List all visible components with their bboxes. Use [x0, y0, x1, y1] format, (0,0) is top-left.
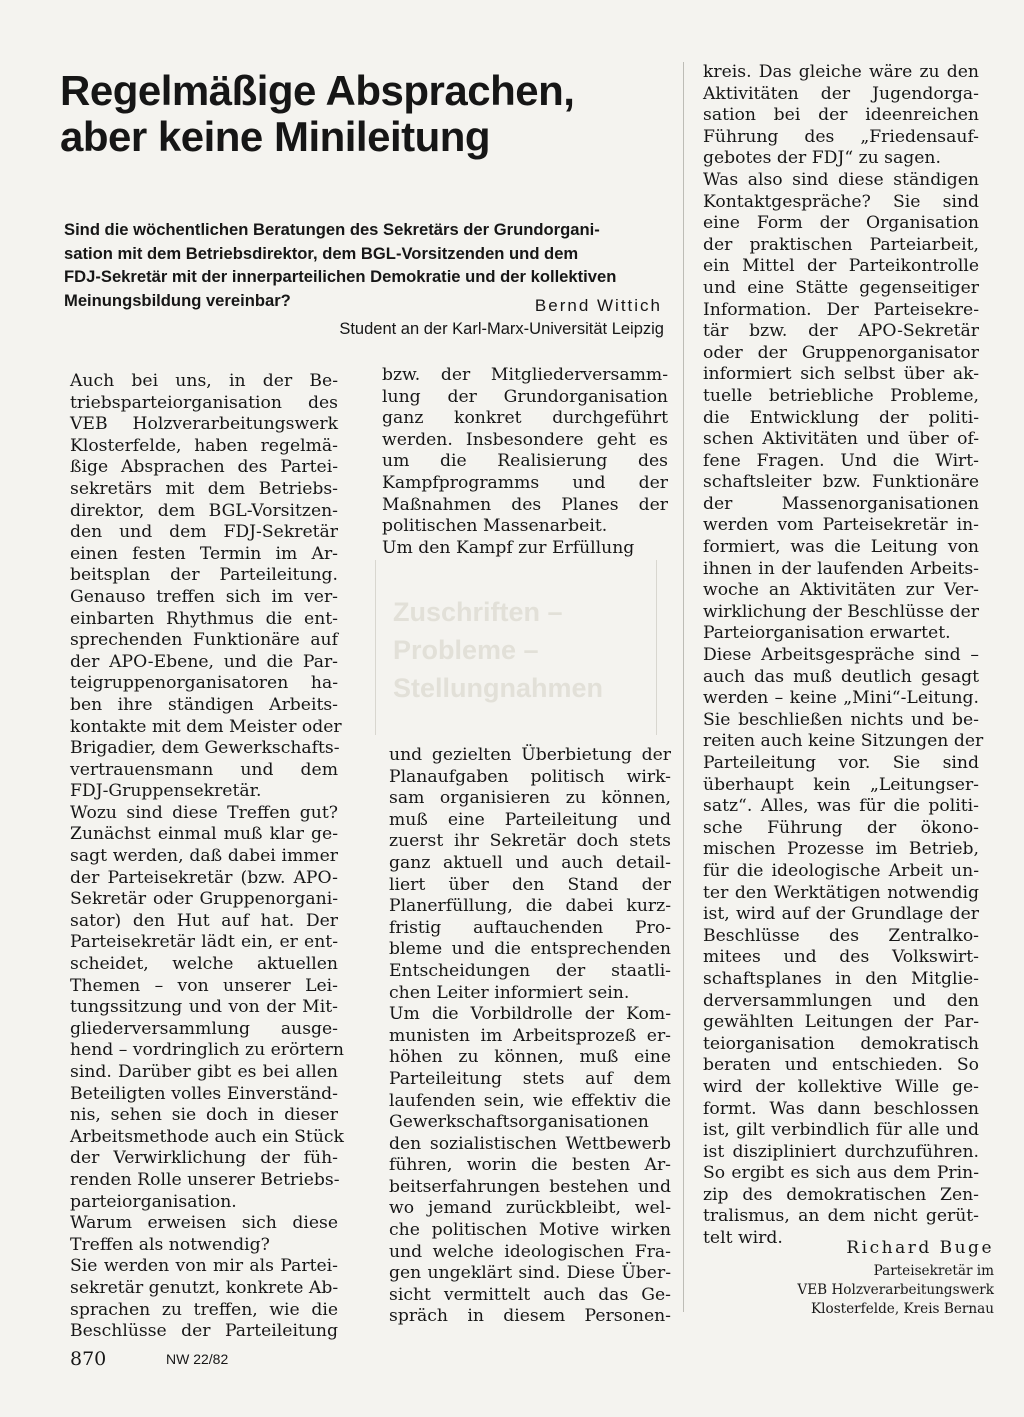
text-line: sprechenden Funktionäre auf	[70, 630, 338, 651]
signature-organisation: VEB Holzverarbeitungswerk	[797, 1282, 994, 1298]
text-line: ein Mittel der Parteikontrolle	[703, 256, 979, 277]
text-line: der APO-Ebene, und die Par-	[70, 651, 338, 672]
text-line: scheidet, welche aktuellen	[70, 954, 338, 975]
text-line: zip des demokratischen Zen-	[703, 1184, 979, 1205]
text-line: Warum erweisen sich diese	[70, 1213, 338, 1234]
text-line: sche Führung der ökono-	[703, 817, 979, 838]
text-line: Gewerkschaftsorganisationen	[389, 1112, 649, 1133]
headline-line-1: Regelmäßige Absprachen,	[60, 67, 575, 114]
text-line: ist diszipliniert durchzuführen.	[703, 1141, 979, 1162]
text-line: sator) den Hut auf hat. Der	[70, 910, 338, 931]
text-line: Um den Kampf zur Erfüllung	[382, 537, 635, 558]
text-line: laufenden sein, wie effektiv die	[389, 1090, 671, 1111]
text-line: Parteiorganisation erwartet.	[703, 623, 951, 644]
text-line: reiten auch keine Sitzungen der	[703, 731, 984, 752]
text-line: direktor, dem BGL-Vorsitzen-	[70, 500, 338, 521]
text-line: mitees und des Volkswirt-	[703, 947, 979, 968]
signature-location: Klosterfelde, Kreis Bernau	[811, 1301, 994, 1317]
text-line: wirklichung der Beschlüsse der	[703, 601, 979, 622]
text-line: ist, wird auf der Grundlage der	[703, 904, 979, 925]
text-line: beitsplan der Parteileitung.	[70, 565, 338, 586]
text-line: sekretär genutzt, konkrete Ab-	[70, 1277, 339, 1298]
article-column-2-bottom	[389, 745, 671, 1328]
text-line: der Massenorganisationen	[703, 493, 979, 514]
text-line: informiert sich selbst über ak-	[703, 364, 979, 385]
text-line: schen Aktivitäten und über of-	[703, 429, 979, 450]
text-line: teiorganisation demokratisch	[703, 1033, 979, 1054]
text-line: sam organisieren zu können,	[389, 788, 671, 809]
text-line: lung der Grundorganisation	[382, 386, 668, 407]
text-line: der Parteisekretär (bzw. APO-	[70, 867, 338, 888]
text-line: einen festen Termin im Ar-	[70, 543, 338, 564]
text-line: Um die Vorbildrolle der Kom-	[389, 1004, 671, 1025]
text-line: Sie beschließen nichts und be-	[703, 709, 979, 730]
text-line: parteiorganisation.	[70, 1191, 237, 1212]
page-number: 870	[70, 1348, 107, 1370]
text-line: und welche ideologischen Fra-	[389, 1241, 671, 1262]
text-line: liert über den Stand der	[389, 874, 671, 895]
text-line: tuelle betriebliche Probleme,	[703, 385, 979, 406]
text-line: Auch bei uns, in der Be-	[70, 371, 338, 391]
text-line: nis, sehen sie doch in dieser	[70, 1105, 338, 1126]
text-line: ganz konkret durchgeführt	[382, 408, 668, 429]
text-line: tär bzw. der APO-Sekretär	[703, 321, 979, 342]
text-line: Was also sind diese ständigen	[703, 169, 979, 190]
text-line: Treffen als notwendig?	[70, 1234, 270, 1255]
text-line: sekretärs mit dem Betriebs-	[70, 478, 338, 499]
text-line: um die Realisierung des	[382, 451, 668, 472]
text-line: VEB Holzverarbeitungswerk	[70, 414, 338, 435]
column-divider	[683, 62, 684, 1312]
text-line: triebsparteiorganisation des	[70, 392, 338, 413]
text-line: eine Form der Organisation	[703, 213, 979, 234]
text-line: woche an Aktivitäten zur Ver-	[703, 580, 979, 601]
question-author-affiliation: Student an der Karl-Marx-Universität Leipzig	[339, 320, 664, 338]
text-line: So ergibt es sich aus dem Prin-	[703, 1163, 979, 1184]
text-line: Führung des „Friedensauf-	[703, 126, 979, 147]
text-line: auch das muß deutlich gesagt	[703, 666, 979, 687]
question-line: FDJ-Sekretär mit der innerparteilichen Demokratie und der kollektiven	[64, 267, 617, 286]
faded-heading-line: Stellungnahmen	[393, 673, 604, 703]
text-line: schaftsleiter bzw. Funktionäre	[703, 472, 979, 493]
text-line: che politischen Motive wirken	[389, 1220, 671, 1241]
text-line: oder der Gruppenorganisator	[703, 342, 979, 363]
text-line: werden vom Parteisekretär in-	[703, 515, 979, 536]
text-line: Beschlüsse der Parteileitung	[70, 1321, 338, 1342]
text-line: Information. Der Parteisekre-	[703, 299, 979, 320]
text-line: Planerfüllung, die dabei kurz-	[389, 896, 671, 917]
text-line: Zunächst einmal muß klar ge-	[70, 824, 338, 845]
text-line: Brigadier, dem Gewerkschafts-	[70, 738, 340, 759]
text-line: Klosterfelde, haben regelmä-	[70, 435, 338, 456]
text-line: und eine Stätte gegenseitiger	[703, 277, 979, 298]
text-line: tralismus, an dem nicht gerüt-	[703, 1206, 979, 1227]
text-line: den sozialistischen Wettbewerb	[389, 1133, 671, 1154]
text-line: mischen Prozesse im Betrieb,	[703, 839, 979, 860]
text-line: wird der kollektive Wille ge-	[703, 1076, 979, 1097]
text-line: FDJ-Gruppensekretär.	[70, 781, 262, 802]
text-line: den und dem FDJ-Sekretär	[70, 522, 338, 543]
headline-line-2: aber keine Minileitung	[60, 113, 491, 160]
text-line: schaftsplanes in den Mitglie-	[703, 968, 979, 989]
faded-heading-line: Zuschriften –	[393, 597, 563, 627]
text-line: einbarten Rhythmus die ent-	[70, 608, 338, 629]
text-line: Kampfprogramms und der	[382, 472, 668, 493]
text-line: ben ihre ständigen Arbeits-	[70, 694, 338, 715]
text-line: kontakte mit dem Meister oder	[70, 716, 342, 737]
text-line: Parteisekretär lädt ein, er ent-	[70, 932, 338, 953]
text-line: für die ideologische Arbeit un-	[703, 860, 979, 881]
text-line: muß eine Parteileitung und	[389, 809, 671, 830]
text-line: zuerst ihr Sekretär doch stets	[389, 831, 671, 852]
text-line: munisten im Arbeitsprozeß er-	[389, 1025, 671, 1046]
text-line: ter den Werktätigen notwendig	[703, 882, 979, 903]
text-line: hend – vordringlich zu erörtern	[70, 1040, 344, 1061]
article-column-1	[70, 371, 344, 1343]
text-line: Entscheidungen der staatli-	[389, 960, 671, 981]
issue-label: NW 22/82	[166, 1351, 229, 1367]
text-line: tungssitzung und von der Mit-	[70, 997, 338, 1018]
text-line: Beschlüsse des Zentralko-	[703, 925, 979, 946]
text-line: der praktischen Parteiarbeit,	[703, 234, 979, 255]
text-line: und gezielten Überbietung der	[389, 745, 671, 765]
text-line: formiert, was die Leitung von	[703, 537, 979, 558]
text-line: der Verwirklichung der füh-	[70, 1148, 338, 1169]
headline	[60, 68, 660, 160]
question-author: Bernd Wittich	[534, 296, 662, 315]
text-line: vertrauensmann und dem	[70, 759, 338, 780]
text-line: Planaufgaben politisch wirk-	[389, 766, 671, 787]
text-line: gliederversammlung ausge-	[70, 1018, 338, 1039]
text-line: sicht vermittelt auch das Ge-	[389, 1284, 671, 1305]
question-line: sation mit dem Betriebsdirektor, dem BGL-Vorsitzenden und dem	[64, 243, 579, 263]
text-line: ihnen in der laufenden Arbeits-	[703, 558, 979, 579]
text-line: ßige Absprachen des Partei-	[70, 457, 338, 478]
article-column-3	[703, 62, 984, 1250]
question-line: Sind die wöchentlichen Beratungen des Sekretärs der Grundorgani-	[64, 220, 600, 239]
text-line: überhaupt kein „Leitungser-	[703, 774, 979, 795]
text-line: derversammlungen und den	[703, 990, 979, 1011]
text-line: chen Leiter informiert sein.	[389, 982, 630, 1003]
text-line: Genauso treffen sich im ver-	[70, 586, 338, 607]
text-line: Wozu sind diese Treffen gut?	[70, 802, 338, 823]
question-line: Meinungsbildung vereinbar?	[64, 290, 291, 310]
text-line: fene Fragen. Und die Wirt-	[703, 450, 979, 471]
text-line: Kontaktgespräche? Sie sind	[703, 191, 979, 212]
text-line: Diese Arbeitsgespräche sind –	[703, 645, 979, 666]
text-line: gen ungeklärt sind. Diese Über-	[389, 1263, 671, 1284]
text-line: beraten und entschieden. So	[703, 1055, 979, 1076]
signature-name: Richard Buge	[846, 1238, 994, 1258]
text-line: gebotes der FDJ“ zu sagen.	[703, 148, 941, 169]
text-line: Sie werden von mir als Partei-	[70, 1256, 338, 1277]
text-line: wo jemand zurückbleibt, wel-	[389, 1198, 671, 1219]
text-line: führen, worin die besten Ar-	[389, 1155, 671, 1176]
signature-title: Parteisekretär im	[873, 1263, 994, 1279]
text-line: satz“. Alles, was für die politi-	[703, 796, 979, 817]
text-line: Themen – von unserer Lei-	[70, 975, 338, 996]
text-line: Sekretär oder Gruppenorgani-	[70, 889, 338, 910]
faded-heading-line: Probleme –	[393, 635, 539, 665]
text-line: sind. Darüber gibt es bei allen	[70, 1062, 338, 1082]
faded-section-heading	[393, 593, 643, 707]
text-line: Arbeitsmethode auch ein Stück	[70, 1126, 344, 1147]
text-line: ist, gilt verbindlich für alle und	[703, 1120, 979, 1141]
text-line: Parteileitung vor. Sie sind	[703, 753, 979, 773]
text-line: kreis. Das gleiche wäre zu den	[703, 62, 979, 82]
text-line: Aktivitäten der Jugendorga-	[703, 83, 979, 104]
text-line: höhen zu können, muß eine	[389, 1047, 671, 1068]
text-line: politischen Massenarbeit.	[382, 516, 608, 537]
text-line: Parteileitung stets auf dem	[389, 1068, 671, 1089]
text-line: telt wird.	[703, 1228, 783, 1249]
text-line: renden Rolle unserer Betriebs-	[70, 1169, 340, 1190]
text-line: sagt werden, daß dabei immer	[70, 846, 338, 867]
text-line: teigruppenorganisatoren ha-	[70, 673, 338, 694]
text-line: ganz aktuell und auch detail-	[389, 852, 671, 873]
text-line: bleme und die entsprechenden	[389, 939, 671, 960]
text-line: sprachen zu treffen, wie die	[70, 1299, 338, 1320]
text-line: bzw. der Mitgliederversamm-	[382, 365, 668, 385]
text-line: fristig auftauchenden Pro-	[389, 917, 671, 938]
text-line: formt. Was dann beschlossen	[703, 1098, 979, 1119]
text-line: werden. Insbesondere geht es	[382, 429, 668, 450]
text-line: werden – keine „Mini“-Leitung.	[703, 688, 979, 709]
text-line: Maßnahmen des Planes der	[382, 494, 668, 515]
text-line: beitserfahrungen bestehen und	[389, 1176, 671, 1197]
text-line: spräch in diesem Personen-	[389, 1306, 671, 1327]
article-column-2-top	[382, 365, 668, 559]
text-line: Beteiligten volles Einverständ-	[70, 1083, 338, 1104]
text-line: gewählten Leitungen der Par-	[703, 1012, 979, 1033]
text-line: die Entwicklung der politi-	[703, 407, 979, 428]
text-line: sation bei der ideenreichen	[703, 105, 979, 126]
